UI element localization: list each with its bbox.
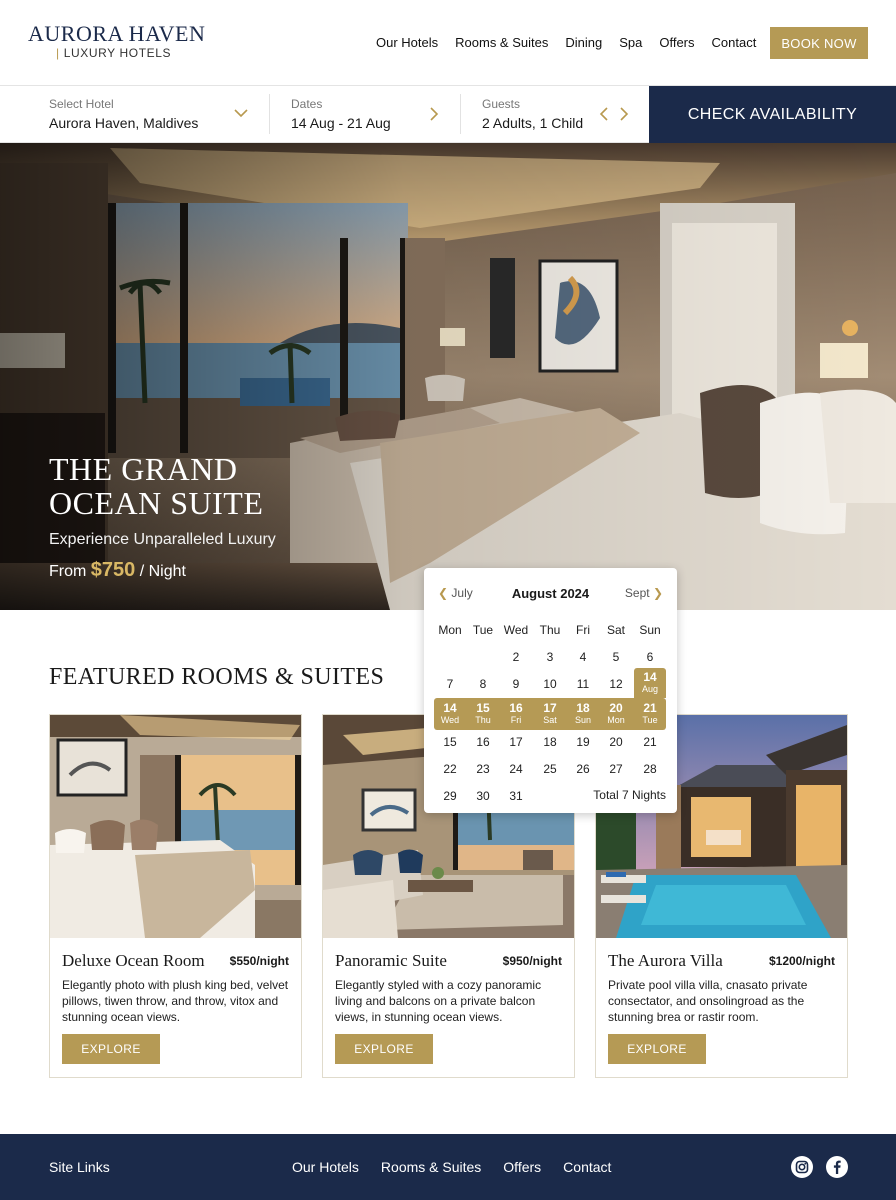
nav-rooms-suites[interactable]: Rooms & Suites xyxy=(455,35,549,50)
calendar-day[interactable]: 31 xyxy=(509,789,523,803)
room-description: Private pool villa villa, cnasato private consectator, and onsolingroad as the stunning brea or rastir room. xyxy=(608,978,808,1024)
brand-logo[interactable] xyxy=(28,22,205,60)
room-price: $550/night xyxy=(229,954,289,968)
room-image xyxy=(50,715,301,938)
date-picker xyxy=(424,568,677,813)
day-label: Fri xyxy=(510,715,522,725)
day-label: Tue xyxy=(642,715,658,725)
day-label: Sat xyxy=(543,715,557,725)
calendar-header xyxy=(424,568,677,618)
selected-day[interactable] xyxy=(634,702,666,726)
explore-button[interactable]: EXPLORE xyxy=(608,1034,706,1064)
room-description: Elegantly styled with a cozy panoramic living and balcons on a private balcon views, in stunning ocean views. xyxy=(335,978,542,1024)
hero-price xyxy=(49,559,309,582)
calendar-day[interactable]: 20 xyxy=(609,735,623,749)
day-number: 18 xyxy=(576,701,590,715)
calendar-day[interactable]: 12 xyxy=(609,677,623,691)
featured-title: FEATURED ROOMS & SUITES xyxy=(49,664,385,690)
nav-dining[interactable]: Dining xyxy=(565,35,603,50)
room-description: Elegantly photo with plush king bed, velvet pillows, tiwen throw, and throw, vitox and stunning ocean views. xyxy=(62,978,289,1024)
brand-subtitle: LUXURY HOTELS xyxy=(63,46,172,60)
day-label: Sun xyxy=(574,715,591,725)
day-number: 14 xyxy=(443,701,457,715)
calendar-day[interactable]: 5 xyxy=(612,650,620,664)
hero-title xyxy=(49,452,309,520)
start-date-day[interactable] xyxy=(634,671,666,695)
weekday-label: Fri xyxy=(576,623,590,637)
brand-subtitle-row xyxy=(56,46,205,60)
room-price: $1200/night xyxy=(768,954,835,968)
calendar-day[interactable]: 19 xyxy=(576,735,590,749)
room-name: Deluxe Ocean Room xyxy=(62,951,205,970)
footer-nav-offers[interactable]: Offers xyxy=(503,1159,542,1175)
chevron-left-icon[interactable] xyxy=(599,107,609,121)
weekday-label: Sun xyxy=(639,623,661,637)
hero-title-line1: THE GRAND xyxy=(49,451,238,487)
calendar-day[interactable]: 6 xyxy=(646,650,654,664)
hotel-select[interactable] xyxy=(0,86,268,143)
chevron-right-icon: ❯ xyxy=(652,586,663,600)
hero-text xyxy=(49,452,309,582)
chevron-left-icon: ❮ xyxy=(438,586,449,600)
calendar-day[interactable]: 26 xyxy=(576,762,590,776)
weekday-label: Mon xyxy=(438,623,462,637)
site-footer xyxy=(0,1134,896,1200)
day-number: 15 xyxy=(476,701,490,715)
room-card-deluxe[interactable] xyxy=(49,714,302,1078)
weekday-label: Tue xyxy=(472,623,494,637)
day-number: 17 xyxy=(543,701,557,715)
day-label: Wed xyxy=(440,715,460,725)
day-label: Mon xyxy=(607,715,625,725)
nav-spa[interactable]: Spa xyxy=(619,35,643,50)
selected-day[interactable] xyxy=(567,702,599,726)
instagram-icon[interactable] xyxy=(791,1156,813,1178)
calendar-day[interactable]: 22 xyxy=(443,762,457,776)
calendar-day[interactable]: 10 xyxy=(543,677,557,691)
calendar-day[interactable]: 24 xyxy=(509,762,523,776)
dates-value: 14 Aug - 21 Aug xyxy=(291,115,391,131)
calendar-day[interactable]: 25 xyxy=(543,762,557,776)
footer-nav-contact[interactable]: Contact xyxy=(563,1159,612,1175)
chevron-down-icon[interactable] xyxy=(234,108,248,118)
dates-field[interactable] xyxy=(270,86,460,143)
total-nights: Total 7 Nights xyxy=(593,788,666,802)
deluxe-room-image xyxy=(50,715,301,938)
selected-day[interactable] xyxy=(500,702,532,726)
day-number: 14 xyxy=(643,670,657,684)
calendar-day[interactable]: 2 xyxy=(512,650,520,664)
facebook-icon[interactable] xyxy=(826,1156,848,1178)
day-label: Thu xyxy=(475,715,491,725)
day-number: 21 xyxy=(643,701,657,715)
calendar-day[interactable]: 16 xyxy=(476,735,490,749)
guests-label: Guests xyxy=(482,97,521,111)
room-price: $950/night xyxy=(502,954,562,968)
prev-month-label: July xyxy=(451,586,473,600)
calendar-day[interactable]: 8 xyxy=(479,677,487,691)
brand-name: AURORA HAVEN xyxy=(28,21,206,46)
selected-day[interactable] xyxy=(434,702,466,726)
next-month-label: Sept xyxy=(624,586,650,600)
calendar-day[interactable]: 9 xyxy=(512,677,520,691)
calendar-day[interactable]: 3 xyxy=(546,650,554,664)
chevron-right-icon[interactable] xyxy=(429,107,439,121)
next-month-button[interactable] xyxy=(625,586,663,600)
hotel-value: Aurora Haven, Maldives xyxy=(49,115,199,131)
day-number: 16 xyxy=(509,701,523,715)
selected-day[interactable] xyxy=(467,702,499,726)
site-header xyxy=(0,0,896,86)
price-suffix: / Night xyxy=(139,563,186,580)
footer-nav-our-hotels[interactable]: Our Hotels xyxy=(292,1159,359,1175)
hero-banner xyxy=(0,143,896,610)
book-now-button[interactable]: BOOK NOW xyxy=(770,27,868,59)
guests-field[interactable] xyxy=(461,86,649,143)
calendar-day[interactable]: 30 xyxy=(476,789,490,803)
selected-day[interactable] xyxy=(534,702,566,726)
calendar-day[interactable]: 21 xyxy=(643,735,657,749)
booking-bar xyxy=(0,86,896,143)
footer-nav-rooms-suites[interactable]: Rooms & Suites xyxy=(380,1159,482,1175)
calendar-day[interactable]: 11 xyxy=(576,677,590,691)
explore-button[interactable]: EXPLORE xyxy=(62,1034,160,1064)
calendar-day[interactable]: 23 xyxy=(476,762,490,776)
day-label: Aug xyxy=(641,684,658,694)
calendar-day[interactable]: 29 xyxy=(443,789,457,803)
calendar-day[interactable]: 4 xyxy=(579,650,587,664)
nav-offers[interactable]: Offers xyxy=(659,35,695,50)
current-month: August 2024 xyxy=(511,586,590,601)
selected-day[interactable] xyxy=(600,702,632,726)
nav-contact[interactable]: Contact xyxy=(711,35,757,50)
calendar-day[interactable]: 7 xyxy=(446,677,454,691)
check-availability-button[interactable]: CHECK AVAILABILITY xyxy=(649,86,896,143)
nav-our-hotels[interactable]: Our Hotels xyxy=(376,35,439,50)
divider-bar-icon: | xyxy=(56,46,60,60)
day-number: 20 xyxy=(609,701,623,715)
chevron-right-icon[interactable] xyxy=(619,107,629,121)
room-name: Panoramic Suite xyxy=(335,951,447,970)
room-name: The Aurora Villa xyxy=(608,951,723,970)
weekday-label: Sat xyxy=(606,623,625,637)
calendar-day[interactable]: 18 xyxy=(543,735,557,749)
calendar-day[interactable]: 28 xyxy=(643,762,657,776)
footer-nav xyxy=(292,1159,611,1175)
calendar-day[interactable]: 15 xyxy=(443,735,457,749)
guests-value: 2 Adults, 1 Child xyxy=(482,115,584,131)
price-prefix: From xyxy=(49,563,87,580)
calendar-day[interactable]: 17 xyxy=(509,735,523,749)
dates-label: Dates xyxy=(291,97,323,111)
main-nav xyxy=(376,35,756,50)
hero-title-line2: OCEAN SUITE xyxy=(49,485,264,521)
weekday-label: Thu xyxy=(539,623,561,637)
footer-site-links: Site Links xyxy=(49,1159,110,1175)
price-amount: $750 xyxy=(90,559,136,581)
explore-button[interactable]: EXPLORE xyxy=(335,1034,433,1064)
hotel-label: Select Hotel xyxy=(49,97,114,111)
weekday-label: Wed xyxy=(503,623,529,637)
calendar-day[interactable]: 27 xyxy=(609,762,623,776)
hero-subtitle: Experience Unparalleled Luxury xyxy=(49,531,276,548)
